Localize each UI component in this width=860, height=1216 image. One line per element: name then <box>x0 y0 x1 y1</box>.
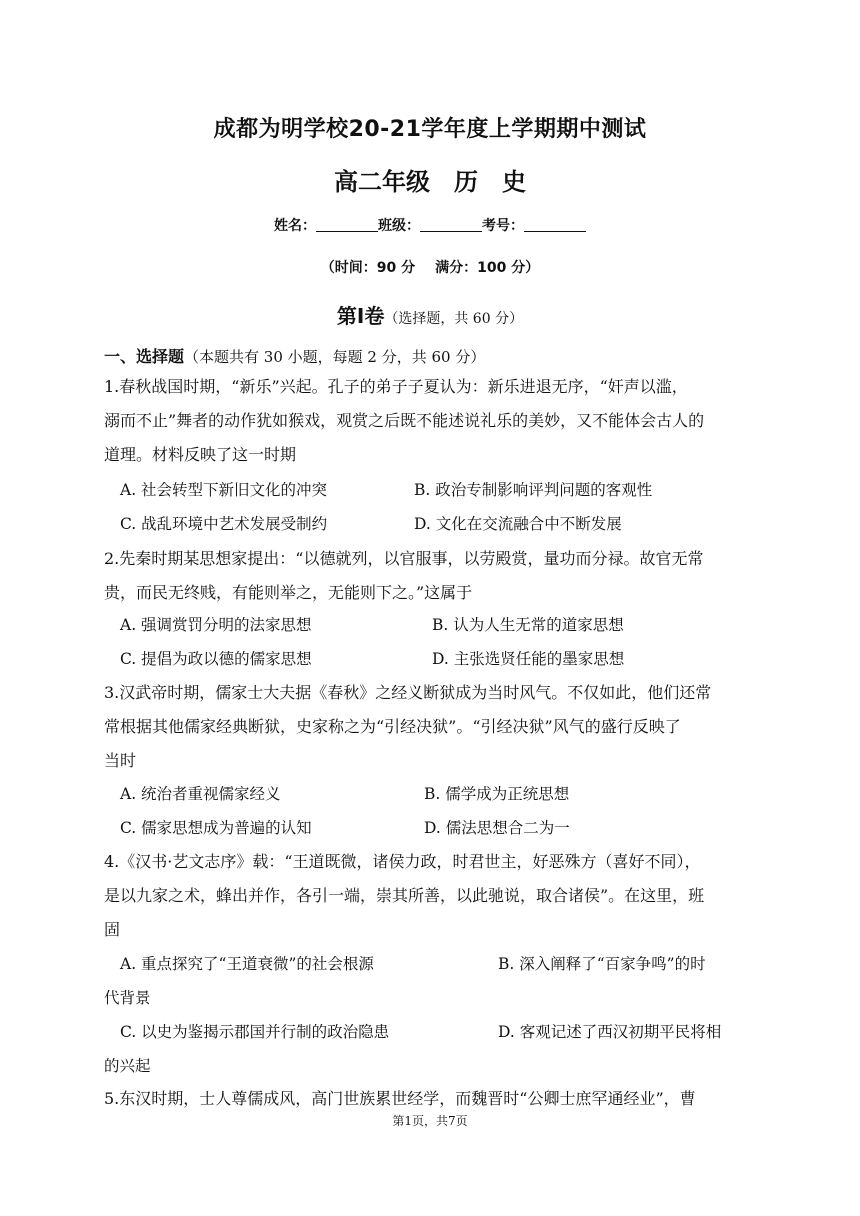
id-label: 考号： <box>482 218 524 234</box>
exam-title: 成都为明学校20-21学年度上学期期中测试 <box>213 117 647 142</box>
question-4-option-c[interactable]: C. 以史为鉴揭示郡国并行制的政治隐患 <box>120 1023 390 1041</box>
question-1-line-3: 道理。材料反映了这一时期 <box>104 445 297 464</box>
question-1-line-1: 1.春秋战国时期，“新乐”兴起。孔子的弟子子夏认为：新乐进退无序，“奸声以滥， <box>104 377 688 396</box>
question-4-option-d[interactable]: D. 客观记述了西汉初期平民将相 <box>498 1023 722 1041</box>
class-blank[interactable] <box>420 217 482 232</box>
question-4-option-a[interactable]: A. 重点探究了“王道衰微”的社会根源 <box>120 955 374 973</box>
name-label: 姓名： <box>274 218 316 234</box>
part-title: 第Ⅰ卷 <box>336 304 385 328</box>
question-1-option-a[interactable]: A. 社会转型下新旧文化的冲突 <box>120 481 328 499</box>
exam-subject: 高二年级 历 史 <box>334 168 526 196</box>
part-note: （选择题，共 60 分） <box>384 311 524 327</box>
question-1-line-2: 溺而不止”舞者的动作犹如猴戏，观赏之后既不能述说礼乐的美妙，又不能体会古人的 <box>104 411 705 430</box>
question-3-option-b[interactable]: B. 儒学成为正统思想 <box>424 785 570 803</box>
question-2-option-c[interactable]: C. 提倡为政以德的儒家思想 <box>120 650 312 668</box>
question-5-line-1: 5.东汉时期，士人尊儒成风，高门世族累世经学，而魏晋时“公卿士庶罕通经业”，曹 <box>104 1089 696 1108</box>
question-4-line-3: 固 <box>104 920 121 939</box>
section-heading <box>104 344 485 367</box>
question-4-option-d-cont: 的兴起 <box>104 1057 151 1075</box>
question-3-option-a[interactable]: A. 统治者重视儒家经义 <box>120 785 281 803</box>
exam-time: （时间：90 分 <box>320 260 416 276</box>
question-4-line-1: 4.《汉书·艺文志序》载：“王道既微，诸侯力政，时君世主，好恶殊方（喜好不同）， <box>104 852 701 871</box>
question-4-line-2: 是以九家之术，蜂出并作，各引一端，崇其所善，以此驰说，取合诸侯”。在这里，班 <box>104 886 705 905</box>
question-2-option-b[interactable]: B. 认为人生无常的道家思想 <box>432 616 624 634</box>
exam-score: 满分：100 分） <box>435 260 540 276</box>
question-1-option-d[interactable]: D. 文化在交流融合中不断发展 <box>414 515 622 533</box>
student-info-line <box>0 215 860 235</box>
exam-time-score <box>0 257 860 277</box>
name-blank[interactable] <box>316 217 378 232</box>
question-2-line-1: 2.先秦时期某思想家提出：“以德就列，以官服事，以劳殿赏，量功而分禄。故官无常 <box>104 549 704 568</box>
page-footer: 第1页，共7页 <box>392 1114 468 1128</box>
section-title: 一、选择题 <box>104 347 185 366</box>
class-label: 班级： <box>378 218 420 234</box>
question-3-option-c[interactable]: C. 儒家思想成为普遍的认知 <box>120 819 312 837</box>
question-2-line-2: 贵，而民无终贱，有能则举之，无能则下之。”这属于 <box>104 583 473 602</box>
question-3-line-1: 3.汉武帝时期，儒家士大夫据《春秋》之经义断狱成为当时风气。不仅如此，他们还常 <box>104 683 712 702</box>
question-1-option-b[interactable]: B. 政治专制影响评判问题的客观性 <box>414 481 653 499</box>
question-2-option-a[interactable]: A. 强调赏罚分明的法家思想 <box>120 616 312 634</box>
part-heading <box>0 300 860 329</box>
question-3-line-3: 当时 <box>104 751 137 770</box>
question-3-line-2: 常根据其他儒家经典断狱，史家称之为“引经决狱”。“引经决狱”风气的盛行反映了 <box>104 717 681 736</box>
question-4-option-b[interactable]: B. 深入阐释了“百家争鸣”的时 <box>498 955 706 973</box>
question-2-option-d[interactable]: D. 主张选贤任能的墨家思想 <box>432 650 625 668</box>
question-3-option-d[interactable]: D. 儒法思想合二为一 <box>424 819 570 837</box>
question-1-option-c[interactable]: C. 战乱环境中艺术发展受制约 <box>120 515 328 533</box>
section-note: （本题共有 30 小题，每题 2 分，共 60 分） <box>184 348 486 366</box>
question-4-option-b-cont: 代背景 <box>104 989 151 1007</box>
id-blank[interactable] <box>524 217 586 232</box>
